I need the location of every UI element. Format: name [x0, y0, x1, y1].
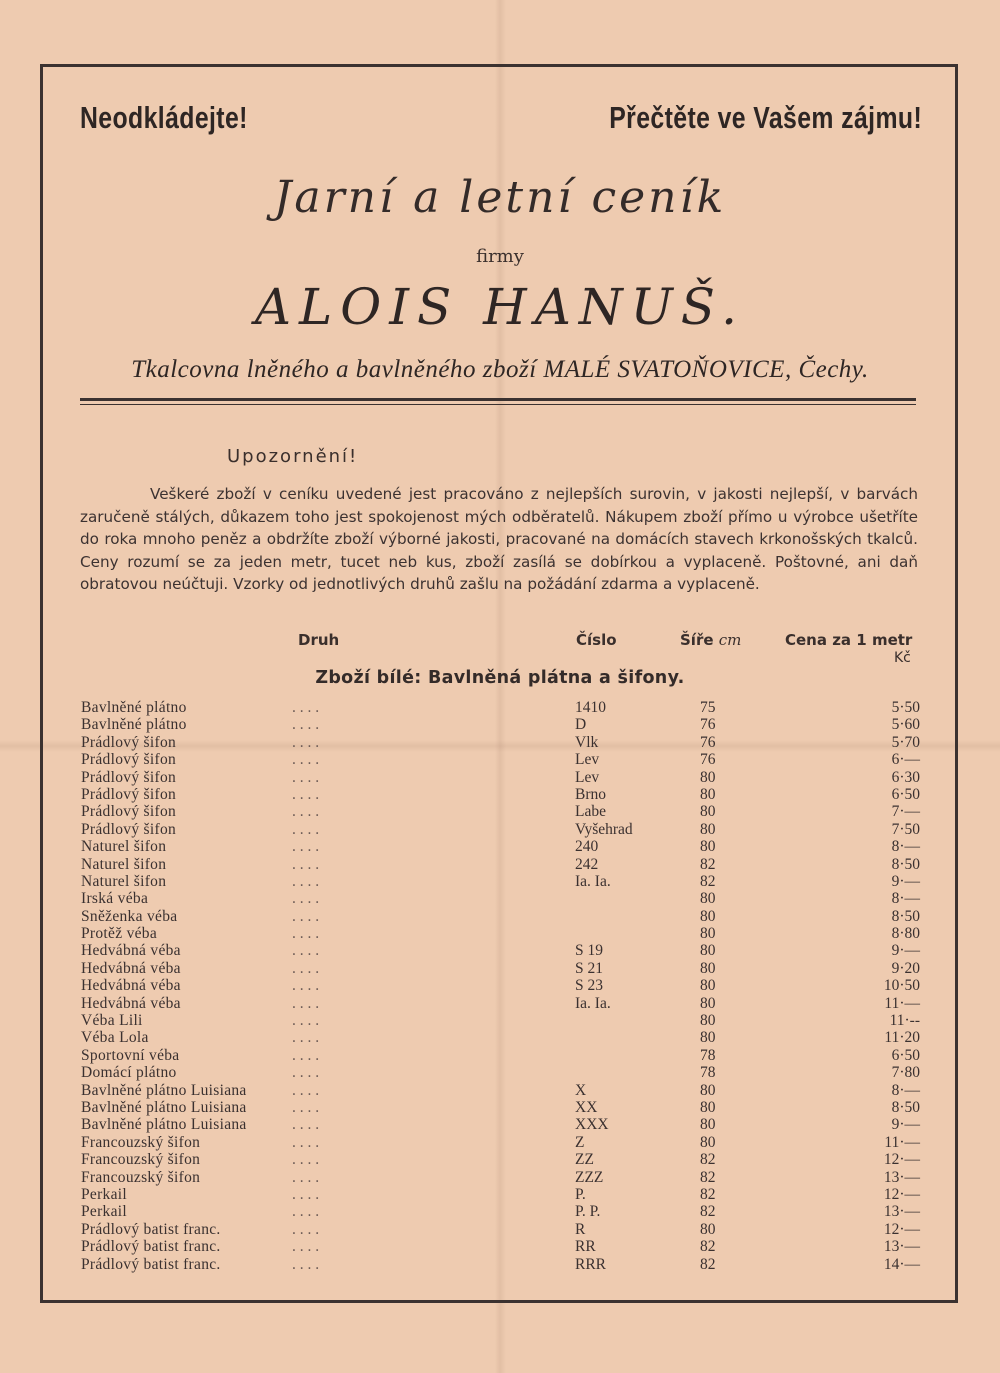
- price-list-row: [0, 1012, 1000, 1029]
- leader-dots: . . . .: [292, 1220, 320, 1238]
- currency-label: Kč: [894, 650, 911, 666]
- item-cislo: ZZZ: [575, 1168, 604, 1186]
- leader-dots: . . . .: [292, 872, 320, 890]
- price-list-row: [0, 734, 1000, 751]
- item-sire: 80: [700, 977, 716, 995]
- item-sire: 80: [700, 768, 716, 786]
- item-druh: Sněženka véba: [81, 907, 178, 925]
- item-druh: Prádlový šifon: [81, 768, 177, 786]
- item-druh: Hedvábná véba: [81, 942, 181, 960]
- price-list-row: [0, 838, 1000, 855]
- item-cena: 13·—: [883, 1203, 920, 1221]
- item-cislo: Vlk: [575, 733, 599, 751]
- item-cena: 8·50: [891, 1098, 920, 1116]
- item-cislo: Labe: [575, 803, 606, 821]
- price-list-row: [0, 699, 1000, 716]
- price-list-row: [0, 1238, 1000, 1255]
- item-sire: 82: [700, 1238, 716, 1256]
- column-header-sire: [680, 631, 741, 649]
- item-druh: Bavlněné plátno Luisiana: [81, 1098, 247, 1116]
- leader-dots: . . . .: [292, 942, 320, 960]
- price-list-row: [0, 960, 1000, 977]
- item-sire: 82: [700, 1185, 716, 1203]
- company-name: ALOIS HANUŠ.: [254, 278, 746, 336]
- item-sire: 82: [700, 1151, 716, 1169]
- item-sire: 76: [700, 733, 716, 751]
- item-cislo: S 21: [575, 959, 603, 977]
- item-cislo: X: [575, 1081, 587, 1099]
- item-cena: 9·—: [891, 1116, 920, 1134]
- column-header-cena: Cena za 1 metr: [785, 631, 913, 649]
- item-cena: 12·—: [883, 1151, 920, 1169]
- price-list-row: [0, 856, 1000, 873]
- price-list-row: [0, 1186, 1000, 1203]
- item-druh: Bavlněné plátno Luisiana: [81, 1081, 247, 1099]
- notice-paragraph: Veškeré zboží v ceníku uvedené jest pracováno z nejlepších surovin, v jakosti nejlepší, v barvách zaručeně stálých, důkazem toho jest spokojenost mých odběratelů. Nákupem zboží přímo u výrobce ušetříte do roka mnoho peněz a obdržíte zboží výborné jakosti, pracované na domácích stavech krkonošských tkalců. Ceny rozumí se za jeden metr, tucet neb kus, zboží zasílá se dobírkou a vyplaceně. Poštovné, ani daň obratovou neúčtuji. Vzorky od jednotlivých druhů zašlu na požádání zdarma a vyplaceně.: [80, 485, 918, 593]
- leader-dots: . . . .: [292, 959, 320, 977]
- item-cena: 13·—: [883, 1168, 920, 1186]
- price-list-row: [0, 751, 1000, 768]
- leader-dots: . . . .: [292, 994, 320, 1012]
- leader-dots: . . . .: [292, 1185, 320, 1203]
- item-sire: 80: [700, 942, 716, 960]
- item-sire: 78: [700, 1046, 716, 1064]
- item-druh: Prádlový šifon: [81, 785, 177, 803]
- item-sire: 82: [700, 1168, 716, 1186]
- price-list-row: [0, 803, 1000, 820]
- leader-dots: . . . .: [292, 1133, 320, 1151]
- item-sire: 82: [700, 872, 716, 890]
- leader-dots: . . . .: [292, 1081, 320, 1099]
- item-cislo: 242: [575, 855, 599, 873]
- item-sire: 80: [700, 820, 716, 838]
- price-list-row: [0, 977, 1000, 994]
- company-subtitle: Tkalcovna lněného a bavlněného zboží MALÉ SVATOŇOVICE, Čechy.: [131, 356, 869, 383]
- leader-dots: . . . .: [292, 1151, 320, 1169]
- price-list-row: [0, 786, 1000, 803]
- leader-dots: . . . .: [292, 1029, 320, 1047]
- item-druh: Irská véba: [81, 890, 149, 908]
- item-sire: 80: [700, 925, 716, 943]
- price-list-row: [0, 1151, 1000, 1168]
- leader-dots: . . . .: [292, 1046, 320, 1064]
- item-druh: Prádlový batist franc.: [81, 1220, 221, 1238]
- item-druh: Prádlový šifon: [81, 751, 177, 769]
- item-cislo: Lev: [575, 768, 600, 786]
- leader-dots: . . . .: [292, 803, 320, 821]
- item-cislo: P.: [575, 1185, 586, 1203]
- item-sire: 76: [700, 751, 716, 769]
- price-list-row: [0, 1221, 1000, 1238]
- item-cislo: Lev: [575, 751, 600, 769]
- document-title: Jarní a letní ceník: [273, 172, 727, 223]
- item-sire: 80: [700, 890, 716, 908]
- item-sire: 80: [700, 785, 716, 803]
- item-cislo: Ia. Ia.: [575, 994, 611, 1012]
- item-cislo: Brno: [575, 785, 606, 803]
- item-druh: Prádlový batist franc.: [81, 1238, 221, 1256]
- item-cislo: ZZ: [575, 1151, 594, 1169]
- price-list-row: [0, 942, 1000, 959]
- price-list-row: [0, 925, 1000, 942]
- leader-dots: . . . .: [292, 1255, 320, 1273]
- price-list-row: [0, 1116, 1000, 1133]
- item-druh: Véba Lili: [81, 1012, 143, 1030]
- item-cena: 9·—: [891, 872, 920, 890]
- item-cena: 6·30: [891, 768, 920, 786]
- price-list: [0, 699, 1000, 1273]
- item-druh: Hedvábná véba: [81, 977, 181, 995]
- item-sire: 82: [700, 855, 716, 873]
- item-cena: 10·50: [883, 977, 920, 995]
- leader-dots: . . . .: [292, 1098, 320, 1116]
- price-list-row: [0, 821, 1000, 838]
- leader-dots: . . . .: [292, 1012, 320, 1030]
- item-sire: 75: [700, 699, 716, 716]
- item-cena: 7·50: [891, 820, 920, 838]
- item-cislo: RRR: [575, 1255, 607, 1273]
- item-cena: 6·—: [891, 751, 920, 769]
- leader-dots: . . . .: [292, 1238, 320, 1256]
- leader-dots: . . . .: [292, 716, 320, 734]
- price-list-row: [0, 1203, 1000, 1220]
- item-cena: 13·—: [883, 1238, 920, 1256]
- item-druh: Bavlněné plátno: [81, 716, 187, 734]
- item-cislo: Vyšehrad: [575, 820, 633, 838]
- item-sire: 80: [700, 838, 716, 856]
- leader-dots: . . . .: [292, 890, 320, 908]
- item-sire: 80: [700, 907, 716, 925]
- item-druh: Naturel šifon: [81, 855, 167, 873]
- column-header-sire-unit: cm: [718, 631, 742, 649]
- item-cislo: RR: [575, 1238, 596, 1256]
- firm-label: firmy: [476, 246, 524, 267]
- leader-dots: . . . .: [292, 1116, 320, 1134]
- item-cena: 7·—: [891, 803, 920, 821]
- item-sire: 78: [700, 1064, 716, 1082]
- item-druh: Prádlový batist franc.: [81, 1255, 221, 1273]
- item-sire: 76: [700, 716, 716, 734]
- item-druh: Prádlový šifon: [81, 820, 177, 838]
- item-sire: 80: [700, 1029, 716, 1047]
- header-right-slogan: Přečtěte ve Vašem zájmu!: [609, 100, 922, 135]
- item-sire: 82: [700, 1255, 716, 1273]
- item-cislo: S 19: [575, 942, 603, 960]
- item-cislo: S 23: [575, 977, 603, 995]
- leader-dots: . . . .: [292, 733, 320, 751]
- item-cena: 8·—: [891, 890, 920, 908]
- item-druh: Hedvábná véba: [81, 959, 181, 977]
- item-sire: 80: [700, 1133, 716, 1151]
- item-cena: 11·—: [884, 1133, 920, 1151]
- item-cena: 14·—: [883, 1255, 920, 1273]
- leader-dots: . . . .: [292, 838, 320, 856]
- item-druh: Prádlový šifon: [81, 803, 177, 821]
- item-sire: 82: [700, 1203, 716, 1221]
- column-header-cislo: Číslo: [576, 631, 617, 649]
- section-title: Zboží bílé: Bavlněná plátna a šifony.: [315, 668, 685, 688]
- item-cena: 12·—: [883, 1220, 920, 1238]
- item-cena: 11·20: [884, 1029, 920, 1047]
- item-druh: Perkail: [81, 1203, 128, 1221]
- item-cislo: Ia. Ia.: [575, 872, 611, 890]
- item-cena: 8·80: [891, 925, 920, 943]
- item-cena: 5·70: [891, 733, 920, 751]
- item-cena: 9·20: [891, 959, 920, 977]
- header-left-slogan: Neodkládejte!: [80, 100, 248, 135]
- item-cislo: 1410: [575, 699, 606, 716]
- item-sire: 80: [700, 959, 716, 977]
- item-druh: Perkail: [81, 1185, 128, 1203]
- item-sire: 80: [700, 994, 716, 1012]
- price-list-row: [0, 908, 1000, 925]
- item-cena: 11·--: [889, 1012, 920, 1030]
- leader-dots: . . . .: [292, 820, 320, 838]
- item-cena: 5·50: [891, 699, 920, 716]
- item-druh: Naturel šifon: [81, 872, 167, 890]
- item-cena: 8·—: [891, 1081, 920, 1099]
- item-sire: 80: [700, 1012, 716, 1030]
- item-cena: 8·50: [891, 855, 920, 873]
- header-rule-thick: [80, 398, 916, 401]
- leader-dots: . . . .: [292, 907, 320, 925]
- leader-dots: . . . .: [292, 1203, 320, 1221]
- item-cena: 6·50: [891, 785, 920, 803]
- header-rule-thin: [80, 404, 916, 405]
- item-cena: 8·—: [891, 838, 920, 856]
- item-cena: 6·50: [891, 1046, 920, 1064]
- leader-dots: . . . .: [292, 855, 320, 873]
- item-druh: Bavlněné plátno Luisiana: [81, 1116, 247, 1134]
- notice-heading: Upozornění!: [227, 446, 359, 467]
- item-sire: 80: [700, 1081, 716, 1099]
- item-druh: Francouzský šifon: [81, 1133, 201, 1151]
- column-header-druh: Druh: [298, 631, 340, 649]
- item-cena: 5·60: [891, 716, 920, 734]
- price-list-row: [0, 1256, 1000, 1273]
- item-druh: Naturel šifon: [81, 838, 167, 856]
- item-druh: Protěž véba: [81, 925, 158, 943]
- price-list-row: [0, 995, 1000, 1012]
- price-list-row: [0, 873, 1000, 890]
- item-cislo: P. P.: [575, 1203, 601, 1221]
- item-cena: 9·—: [891, 942, 920, 960]
- item-cena: 8·50: [891, 907, 920, 925]
- price-list-row: [0, 769, 1000, 786]
- leader-dots: . . . .: [292, 1168, 320, 1186]
- column-header-sire-label: Šíře: [680, 631, 714, 649]
- item-druh: Prádlový šifon: [81, 733, 177, 751]
- price-list-row: [0, 716, 1000, 733]
- item-druh: Véba Lola: [81, 1029, 149, 1047]
- price-list-row: [0, 1082, 1000, 1099]
- leader-dots: . . . .: [292, 751, 320, 769]
- leader-dots: . . . .: [292, 699, 320, 716]
- leader-dots: . . . .: [292, 1064, 320, 1082]
- item-druh: Francouzský šifon: [81, 1168, 201, 1186]
- item-cena: 7·80: [891, 1064, 920, 1082]
- item-druh: Sportovní véba: [81, 1046, 180, 1064]
- leader-dots: . . . .: [292, 768, 320, 786]
- item-cena: 12·—: [883, 1185, 920, 1203]
- price-list-row: [0, 1064, 1000, 1081]
- item-cislo: R: [575, 1220, 586, 1238]
- item-druh: Hedvábná véba: [81, 994, 181, 1012]
- item-cena: 11·—: [884, 994, 920, 1012]
- item-cislo: 240: [575, 838, 599, 856]
- item-druh: Domácí plátno: [81, 1064, 177, 1082]
- price-list-row: [0, 1169, 1000, 1186]
- leader-dots: . . . .: [292, 925, 320, 943]
- leader-dots: . . . .: [292, 785, 320, 803]
- leader-dots: . . . .: [292, 977, 320, 995]
- item-cislo: Z: [575, 1133, 585, 1151]
- price-list-row: [0, 890, 1000, 907]
- item-sire: 80: [700, 803, 716, 821]
- item-sire: 80: [700, 1220, 716, 1238]
- item-cislo: XX: [575, 1098, 598, 1116]
- item-druh: Francouzský šifon: [81, 1151, 201, 1169]
- price-list-row: [0, 1047, 1000, 1064]
- price-list-row: [0, 1029, 1000, 1046]
- item-druh: Bavlněné plátno: [81, 699, 187, 716]
- item-sire: 80: [700, 1116, 716, 1134]
- price-list-row: [0, 1099, 1000, 1116]
- price-list-row: [0, 1134, 1000, 1151]
- item-cislo: D: [575, 716, 587, 734]
- item-sire: 80: [700, 1098, 716, 1116]
- item-cislo: XXX: [575, 1116, 609, 1134]
